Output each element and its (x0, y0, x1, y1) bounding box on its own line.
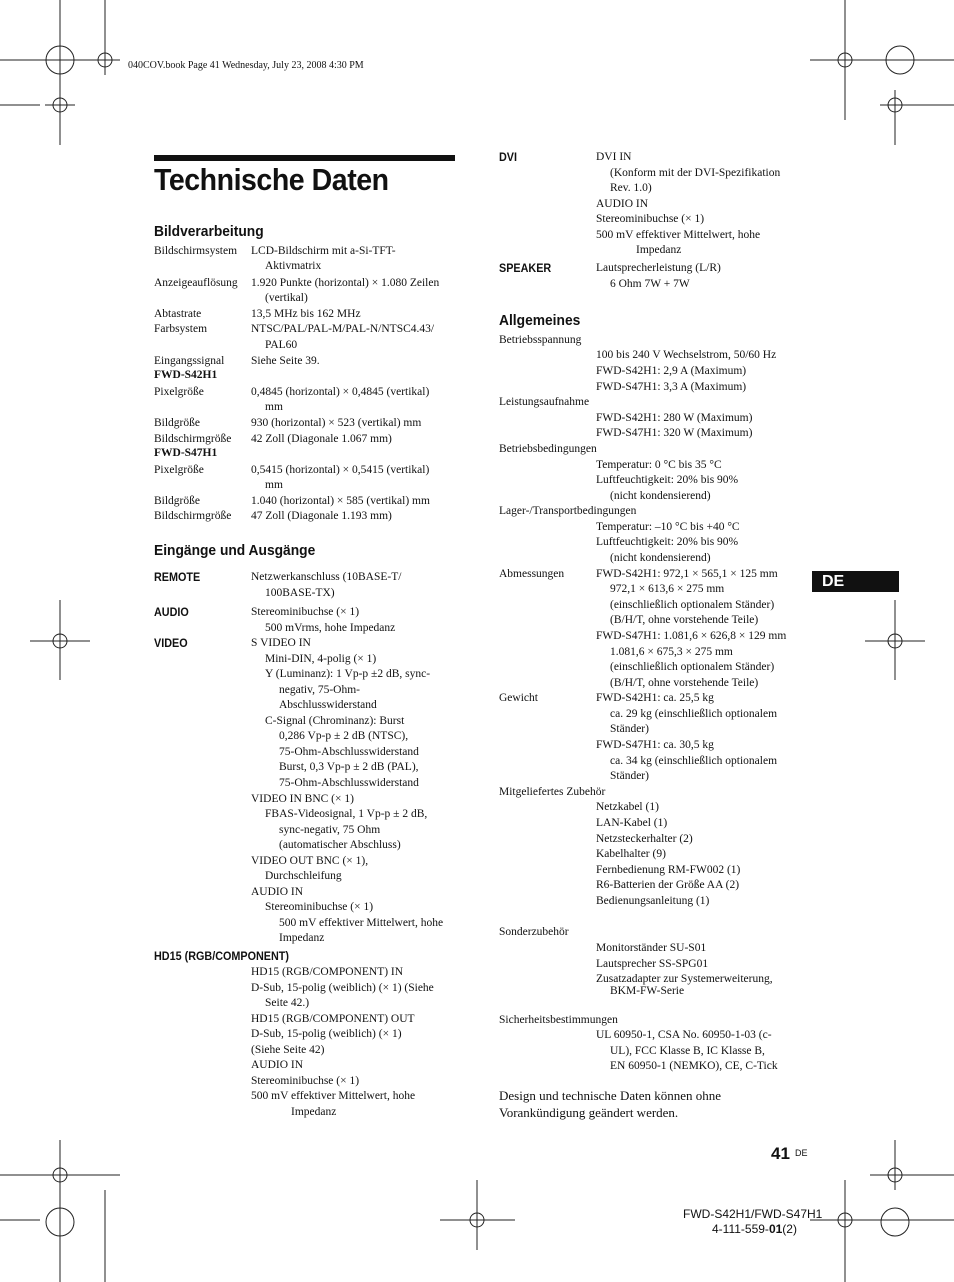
spec-line: AUDIO IN (251, 1059, 304, 1072)
spec-line: (Siehe Seite 42) (251, 1043, 325, 1056)
spec-line: 1.040 (horizontal) × 585 (vertikal) mm (251, 495, 430, 507)
spec-line: Y (Luminanz): 1 Vp-p ±2 dB, sync- (265, 668, 431, 681)
spec-line: Rev. 1.0) (610, 182, 652, 195)
spec-line: EN 60950-1 (NEMKO), CE, C-Tick (610, 1060, 778, 1072)
spec-line: mm (265, 479, 283, 491)
spec-line: Netzwerkanschluss (10BASE-T/ (251, 571, 402, 583)
title-rule (154, 155, 455, 161)
spec-line: FWD-S47H1: 3,3 A (Maximum) (596, 381, 747, 393)
spec-line: ca. 29 kg (einschließlich optionalem (610, 708, 778, 720)
spec-line: S VIDEO IN (251, 637, 311, 649)
spec-line: Gewicht (499, 692, 538, 704)
spec-line: Bildschirmgröße (154, 510, 232, 522)
spec-line: Zusatzadapter zur Systemerweiterung, (596, 973, 773, 985)
spec-line: D-Sub, 15-polig (weiblich) (× 1) (251, 1028, 402, 1041)
spec-line: UL), FCC Klasse B, IC Klasse B, (610, 1045, 765, 1057)
spec-line: Luftfeuchtigkeit: 20% bis 90% (596, 474, 739, 486)
spec-line: 75-Ohm-Abschlusswiderstand (279, 776, 419, 789)
spec-line: 972,1 × 613,6 × 275 mm (610, 583, 725, 595)
spec-line: 6 Ohm 7W + 7W (610, 277, 690, 290)
spec-line: Mini-DIN, 4-polig (× 1) (265, 652, 377, 665)
remote-label: REMOTE (154, 570, 201, 584)
spec-line: (B/H/T, ohne vorstehende Teile) (610, 677, 759, 689)
spec-line: Betriebsspannung (499, 334, 582, 346)
spec-line: Pixelgröße (154, 464, 204, 476)
spec-line: C-Signal (Chrominanz): Burst (265, 714, 405, 727)
spec-line: 1.081,6 × 675,3 × 275 mm (610, 646, 733, 658)
spec-line: FWD-S42H1 (154, 369, 218, 381)
spec-line: FBAS-Videosignal, 1 Vp-p ± 2 dB, (265, 808, 428, 821)
spec-line: Impedanz (291, 1105, 337, 1118)
spec-line: Abtastrate (154, 308, 202, 320)
spec-line: Bedienungsanleitung (1) (596, 895, 710, 907)
spec-line: Pixelgröße (154, 386, 204, 398)
spec-line: HD15 (RGB/COMPONENT) OUT (251, 1012, 415, 1025)
spec-line: 0,4845 (horizontal) × 0,4845 (vertikal) (251, 386, 430, 398)
spec-line: Stereominibuchse (× 1) (265, 901, 374, 914)
spec-line: FWD-S47H1: 1.081,6 × 626,8 × 129 mm (596, 630, 787, 642)
spec-line: 500 mV effektiver Mittelwert, hohe (251, 1090, 416, 1103)
spec-line: Lautsprecher SS-SPG01 (596, 958, 709, 970)
spec-line: Eingangssignal (154, 355, 225, 367)
spec-line: (vertikal) (265, 292, 308, 304)
spec-line: UL 60950-1, CSA No. 60950-1-03 (c- (596, 1029, 772, 1041)
spec-line: Durchschleifung (265, 870, 342, 883)
spec-line: BKM-FW-Serie (610, 985, 685, 997)
spec-line: negativ, 75-Ohm- (279, 683, 361, 696)
spec-line: (einschließlich optionalem Ständer) (610, 661, 775, 673)
spec-line: Temperatur: 0 °C bis 35 °C (596, 459, 722, 471)
spec-line: mm (265, 401, 283, 413)
spec-line: (Konform mit der DVI-Spezifikation (610, 166, 781, 179)
spec-line: Sonderzubehör (499, 926, 569, 938)
spec-line: 47 Zoll (Diagonale 1.193 mm) (251, 510, 392, 522)
spec-line: 500 mV effektiver Mittelwert, hohe (279, 916, 444, 929)
spec-line: Siehe Seite 39. (251, 355, 320, 367)
spec-line: FWD-S42H1: 280 W (Maximum) (596, 412, 753, 424)
spec-line: Bildschirmsystem (154, 245, 238, 257)
spec-line: HD15 (RGB/COMPONENT) IN (251, 966, 404, 978)
hd15-label: HD15 (RGB/COMPONENT) (154, 949, 290, 963)
spec-line: FWD-S47H1 (154, 447, 218, 459)
spec-line: PAL60 (265, 339, 298, 351)
spec-line: FWD-S42H1: ca. 25,5 kg (596, 692, 714, 704)
spec-line: NTSC/PAL/PAL-M/PAL-N/NTSC4.43/ (251, 323, 435, 335)
spec-line: AUDIO IN (596, 197, 649, 210)
spec-line: Betriebsbedingungen (499, 443, 597, 455)
spec-line: Seite 42.) (265, 997, 310, 1010)
spec-line: Burst, 0,3 Vp-p ± 2 dB (PAL), (279, 761, 419, 774)
spec-line: (nicht kondensierend) (610, 490, 711, 502)
spec-line: Lager-/Transportbedingungen (499, 505, 637, 517)
spec-line: 0,286 Vp-p ± 2 dB (NTSC), (279, 730, 409, 743)
spec-line: 500 mV effektiver Mittelwert, hohe (596, 228, 761, 241)
spec-line: Stereominibuchse (× 1) (596, 213, 705, 226)
spec-line: R6-Batterien der Größe AA (2) (596, 879, 740, 891)
spec-line: 100 bis 240 V Wechselstrom, 50/60 Hz (596, 349, 777, 361)
spec-line: Ständer) (610, 770, 649, 782)
spec-line: (einschließlich optionalem Ständer) (610, 599, 775, 611)
spec-line: (B/H/T, ohne vorstehende Teile) (610, 614, 759, 626)
section-heading-eingaenge: Eingänge und Ausgänge (154, 542, 316, 559)
spec-line: (nicht kondensierend) (610, 552, 711, 564)
page-language: DE (795, 1148, 808, 1158)
spec-line: Anzeigeauflösung (154, 277, 238, 289)
spec-line: Aktivmatrix (265, 260, 322, 272)
page-title: Technische Daten (154, 162, 389, 197)
disclaimer-text: Design und technische Daten können ohne Vorankündigung geändert werden. (499, 1088, 722, 1120)
spec-line: Sicherheitsbestimmungen (499, 1014, 618, 1026)
spec-line: 42 Zoll (Diagonale 1.067 mm) (251, 433, 392, 445)
spec-line: 0,5415 (horizontal) × 0,5415 (vertikal) (251, 464, 430, 476)
spec-line: Bildschirmgröße (154, 433, 232, 445)
spec-line: Abmessungen (499, 568, 565, 580)
video-label: VIDEO (154, 636, 188, 650)
spec-line: Netzsteckerhalter (2) (596, 833, 693, 845)
spec-line: 500 mVrms, hohe Impedanz (265, 621, 396, 634)
spec-line: FWD-S42H1: 972,1 × 565,1 × 125 mm (596, 568, 778, 580)
spec-line: 13,5 MHz bis 162 MHz (251, 308, 361, 320)
spec-line: 75-Ohm-Abschlusswiderstand (279, 745, 419, 758)
spec-line: AUDIO IN (251, 885, 304, 898)
spec-line: VIDEO OUT BNC (× 1), (251, 854, 369, 867)
spec-line: Impedanz (279, 932, 325, 945)
spec-line: D-Sub, 15-polig (weiblich) (× 1) (Siehe (251, 981, 434, 994)
spec-line: 930 (horizontal) × 523 (vertikal) mm (251, 417, 422, 429)
spec-line: Stereominibuchse (× 1) (251, 606, 360, 618)
spec-line: Impedanz (636, 244, 682, 257)
spec-line: FWD-S47H1: 320 W (Maximum) (596, 427, 753, 439)
spec-line: LCD-Bildschirm mit a-Si-TFT- (251, 245, 396, 257)
spec-line: (automatischer Abschluss) (279, 839, 401, 852)
spec-line: Kabelhalter (9) (596, 848, 666, 860)
spec-line: Farbsystem (154, 323, 208, 335)
spec-line: FWD-S47H1: ca. 30,5 kg (596, 739, 714, 751)
spec-line: VIDEO IN BNC (× 1) (251, 792, 354, 805)
language-tab-de: DE (812, 571, 899, 592)
spec-line: LAN-Kabel (1) (596, 817, 668, 829)
spec-line: Bildgröße (154, 495, 200, 507)
spec-line: 100BASE-TX) (265, 586, 335, 599)
spec-line: 1.920 Punkte (horizontal) × 1.080 Zeilen (251, 277, 440, 289)
document-number: 4-111-559-01(2) (712, 1222, 797, 1236)
spec-line: Mitgeliefertes Zubehör (499, 786, 606, 798)
spec-line: Luftfeuchtigkeit: 20% bis 90% (596, 536, 739, 548)
model-names: FWD-S42H1/FWD-S47H1 (683, 1207, 823, 1221)
spec-line: Leistungsaufnahme (499, 396, 590, 408)
dvi-label: DVI (499, 150, 518, 164)
audio-label: AUDIO (154, 605, 189, 619)
section-heading-bildverarbeitung: Bildverarbeitung (154, 223, 264, 240)
section-heading-allgemeines: Allgemeines (499, 312, 581, 329)
spec-line: DVI IN (596, 151, 632, 163)
spec-line: Fernbedienung RM-FW002 (1) (596, 864, 741, 876)
spec-line: Netzkabel (1) (596, 801, 659, 813)
spec-line: Abschlusswiderstand (279, 699, 377, 712)
spec-line: ca. 34 kg (einschließlich optionalem (610, 755, 778, 767)
spec-line: sync-negativ, 75 Ohm (279, 823, 381, 836)
speaker-label: SPEAKER (499, 261, 552, 275)
page-number: 41 (771, 1144, 790, 1163)
book-header-line: 040COV.book Page 41 Wednesday, July 23, 2008 4:30 PM (128, 60, 364, 71)
spec-line: Stereominibuchse (× 1) (251, 1074, 360, 1087)
spec-line: FWD-S42H1: 2,9 A (Maximum) (596, 365, 747, 377)
spec-line: Monitorständer SU-S01 (596, 942, 707, 954)
spec-line: Ständer) (610, 723, 649, 735)
spec-line: Bildgröße (154, 417, 200, 429)
spec-line: Lautsprecherleistung (L/R) (596, 262, 721, 274)
spec-line: Temperatur: –10 °C bis +40 °C (596, 521, 740, 533)
